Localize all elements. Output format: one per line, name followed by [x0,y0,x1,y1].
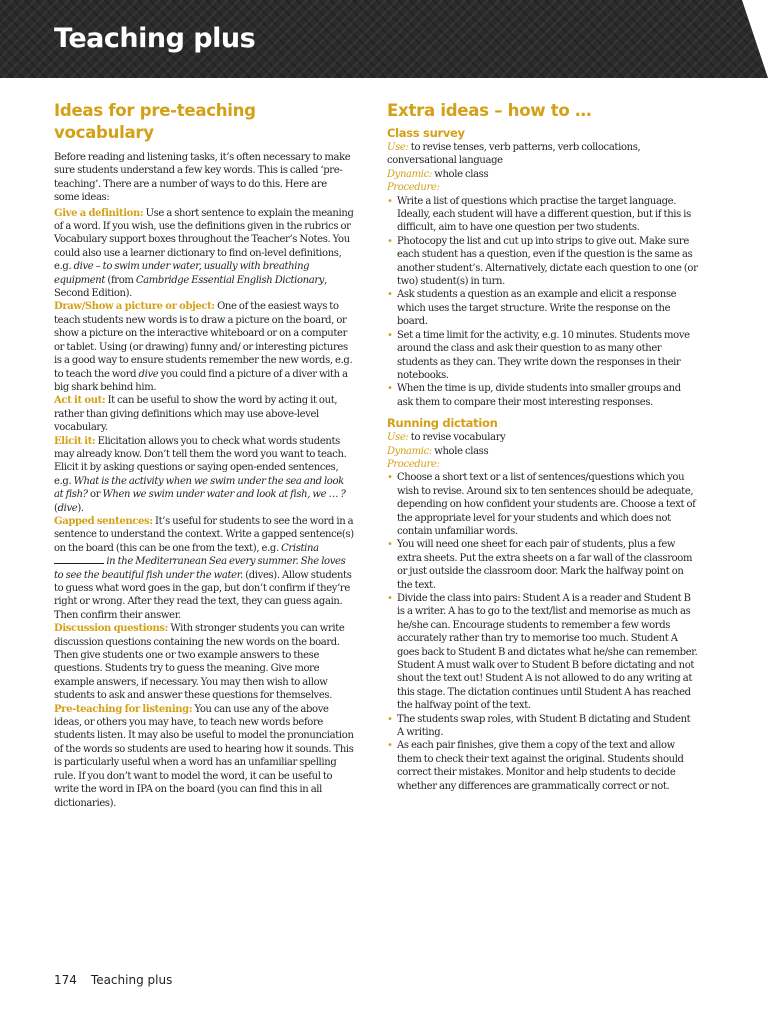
text-segment: or [87,489,103,501]
lead-elicit-it: Elicit it: [54,435,96,447]
activity-title-class-survey: Class survey [387,126,465,140]
text-segment: , Second Edition). [54,274,327,300]
text-segment: One of the easiest ways to teach students new words is to draw a picture on the board, or show a picture on the interactive whiteboard or on a computer or tablet. Using (or drawing) funny and/ or interesting pictures is a good way to ensure students remember the new words, e.g. to teach the word [54,301,353,380]
bullet-icon: • [387,329,393,341]
procedure-label: Procedure: [387,182,440,194]
use-text: to revise tenses, verb patterns, verb collocations, conversational language [387,142,641,167]
step-text: Set a time limit for the activity, e.g. 10 minutes. Students move around the class and ask their question to as many other students as they can. They write down the responses in their notebooks. [397,329,690,381]
example-name: Cristina [281,542,319,554]
procedure-step [387,382,698,409]
example-text: dive – to swim under water, usually with breathing equipment [54,261,310,286]
intro-paragraph: Before reading and listening tasks, it’s often necessary to make sure students understand a few key words. This is called ‘pre-teaching’. There are a number of ways to do this. Here are some ideas: [54,152,351,204]
step-text: Ask students a question as an example and elicit a response which uses the target structure. Write the response on the board. [397,289,677,328]
procedure-step [387,235,698,289]
procedure-line [387,181,698,194]
example-sentence: in the Mediterranean Sea every summer. She loves to see the beautiful fish under the water. [54,556,346,581]
text-segment: You can use any of the above ideas, or others you may have, to teach new words before students listen. It may also be useful to model the pronunciation of the words so students are used to hearing how it sounds. This is particularly useful when a word has an unfamiliar spelling rule. If you don’t want to model the word, it can be useful to write the word in IPA on the board (you can find this in all dictionaries). [54,703,354,809]
page-footer [54,973,172,987]
lead-give-definition: Give a definition: [54,207,144,219]
procedure-step [387,329,698,383]
paragraph-act-it-out [54,394,354,434]
step-text: When the time is up, divide students into smaller groups and ask them to compare their most interesting responses. [397,383,681,408]
page-title: Teaching plus [54,23,256,54]
procedure-step [387,288,698,328]
dynamic-line [387,445,698,458]
paragraph-gapped-sentences [54,515,354,622]
procedure-label: Procedure: [387,458,440,470]
gap-blank [54,555,104,564]
text-segment: With stronger students you can write discussion questions containing the new words on the board. Then give students one or two example answers to these questions. Students try to guess the meaning. Give more example answers, if necessary. You may then wish to allow students to ask and answer these questions for themselves. [54,623,345,702]
bullet-icon: • [387,195,393,207]
paragraph-give-definition [54,207,354,301]
text-segment: (dives). Allow students to guess what word goes in the gap, but don’t confirm if they’re right or wrong. After they read the text, they can guess again. Then confirm their answer. [54,569,352,621]
right-column [387,100,698,800]
left-column [54,100,354,810]
use-label: Use: [387,142,409,153]
bullet-icon: • [387,235,393,247]
procedure-step [387,195,698,235]
paragraph-discussion-questions [54,622,354,702]
page-number: 174 [54,973,77,987]
bullet-icon: • [387,383,393,395]
text-segment: ). [77,502,84,514]
banner-corner-cut [742,0,768,78]
lead-pre-teaching-listening: Pre-teaching for listening: [54,703,193,715]
procedure-step [387,739,698,793]
example-sentence: When we swim under water and look at fish, we … ? [102,489,346,501]
lead-gapped-sentences: Gapped sentences: [54,515,153,527]
dynamic-text: whole class [431,168,489,180]
bullet-icon: • [387,289,393,301]
use-label: Use: [387,432,409,444]
use-line [387,431,698,444]
step-text: The students swap roles, with Student B dictating and Student A writing. [397,713,691,739]
procedure-list-running-dictation [387,471,698,793]
procedure-step [387,471,698,538]
section-heading-pre-teaching: Ideas for pre-teaching vocabulary [54,101,256,142]
text-segment: It can be useful to show the word by acting it out, rather than giving definitions which may use above-level vocabulary. [54,395,338,434]
dynamic-label: Dynamic: [387,168,432,180]
use-line [387,141,698,168]
step-text: Write a list of questions which practise the target language. Ideally, each student will have a different question, but if this is difficult, aim to have one question per two students. [397,195,691,234]
step-text: You will need one sheet for each pair of students, plus a few extra sheets. Put the extra sheets on a far wall of the classroom or just outside the classroom door. Mark the halfway point on the text. [397,539,693,591]
footer-section-title: Teaching plus [90,973,173,987]
procedure-list-class-survey [387,195,698,410]
bullet-icon: • [387,539,393,551]
example-word: dive [138,368,159,380]
lead-act-it-out: Act it out: [54,395,106,407]
bullet-icon: • [387,472,393,484]
text-segment: ( [54,502,58,514]
procedure-step [387,713,698,740]
step-text: Choose a short text or a list of sentences/questions which you wish to revise. Around six to ten sentences should be adequate, depending on how confident your students are. Choose a text of the appropriate level for your students and which does not contain unfamiliar words. [397,472,696,537]
dynamic-label: Dynamic: [387,445,432,457]
bullet-icon: • [387,713,393,725]
dynamic-line [387,168,698,181]
dynamic-text: whole class [431,445,489,457]
paragraph-elicit-it [54,435,354,515]
procedure-step [387,538,698,592]
text-segment: It’s useful for students to see the word in a sentence to understand the context. Write a gapped sentence(s) on the board (this can be one from the text), e.g. [54,515,354,554]
paragraph-pre-teaching-listening [54,703,354,810]
paragraph-draw-show [54,300,354,394]
text-segment: Use a short sentence to explain the meaning of a word. If you wish, use the definitions given in the rubrics or Vocabulary support boxes throughout the Teacher’s Notes. You could also use a learner dictionary to find on-level definitions, e.g. [54,207,354,273]
procedure-line [387,458,698,471]
activity-title-running-dictation: Running dictation [387,416,498,431]
text-segment: you could find a picture of a diver with a big shark behind him. [54,368,348,393]
step-text: Divide the class into pairs: Student A is a reader and Student B is a writer. A has to go to the text/list and memorise as much as he/she can. Encourage students to remember a few words accurately rather than try to memorise too much. Student A goes back to Student B and dictates what he/she can remember. Student A must walk over to Student B before dictating and not shout the text out! Student A is not allowed to do any writing at this stage. The dictation continues until Student A has reached the halfway point of the text. [397,593,698,712]
section-heading-extra-ideas: Extra ideas – how to … [387,101,592,120]
procedure-step [387,592,698,713]
use-text: to revise vocabulary [408,432,506,444]
step-text: Photocopy the list and cut up into strips to give out. Make sure each student has a question, even if the question is the same as another student’s. Alternatively, dictate each question to one (or two) student(s) in turn. [397,235,698,288]
bullet-icon: • [387,593,393,604]
step-text: As each pair finishes, give them a copy of the text and allow them to check their text against the original. Students should correct their mistakes. Monitor and help students to decide whether any differences are grammatically correct or not. [397,740,684,792]
header-banner [0,0,768,78]
lead-draw-show: Draw/Show a picture or object: [54,301,215,313]
lead-discussion-questions: Discussion questions: [54,623,169,635]
example-word: dive [57,502,78,514]
bullet-icon: • [387,740,393,752]
example-question: What is the activity when we swim under the sea and look at fish? [54,475,344,501]
dictionary-title: Cambridge Essential English Dictionary [135,274,325,286]
text-segment: (from [105,274,136,286]
text-segment: Elicitation allows you to check what words students may already know. Don’t tell them the word you want to teach. Elicit it by asking questions or saying open-ended sentences, e.g. [54,435,347,487]
